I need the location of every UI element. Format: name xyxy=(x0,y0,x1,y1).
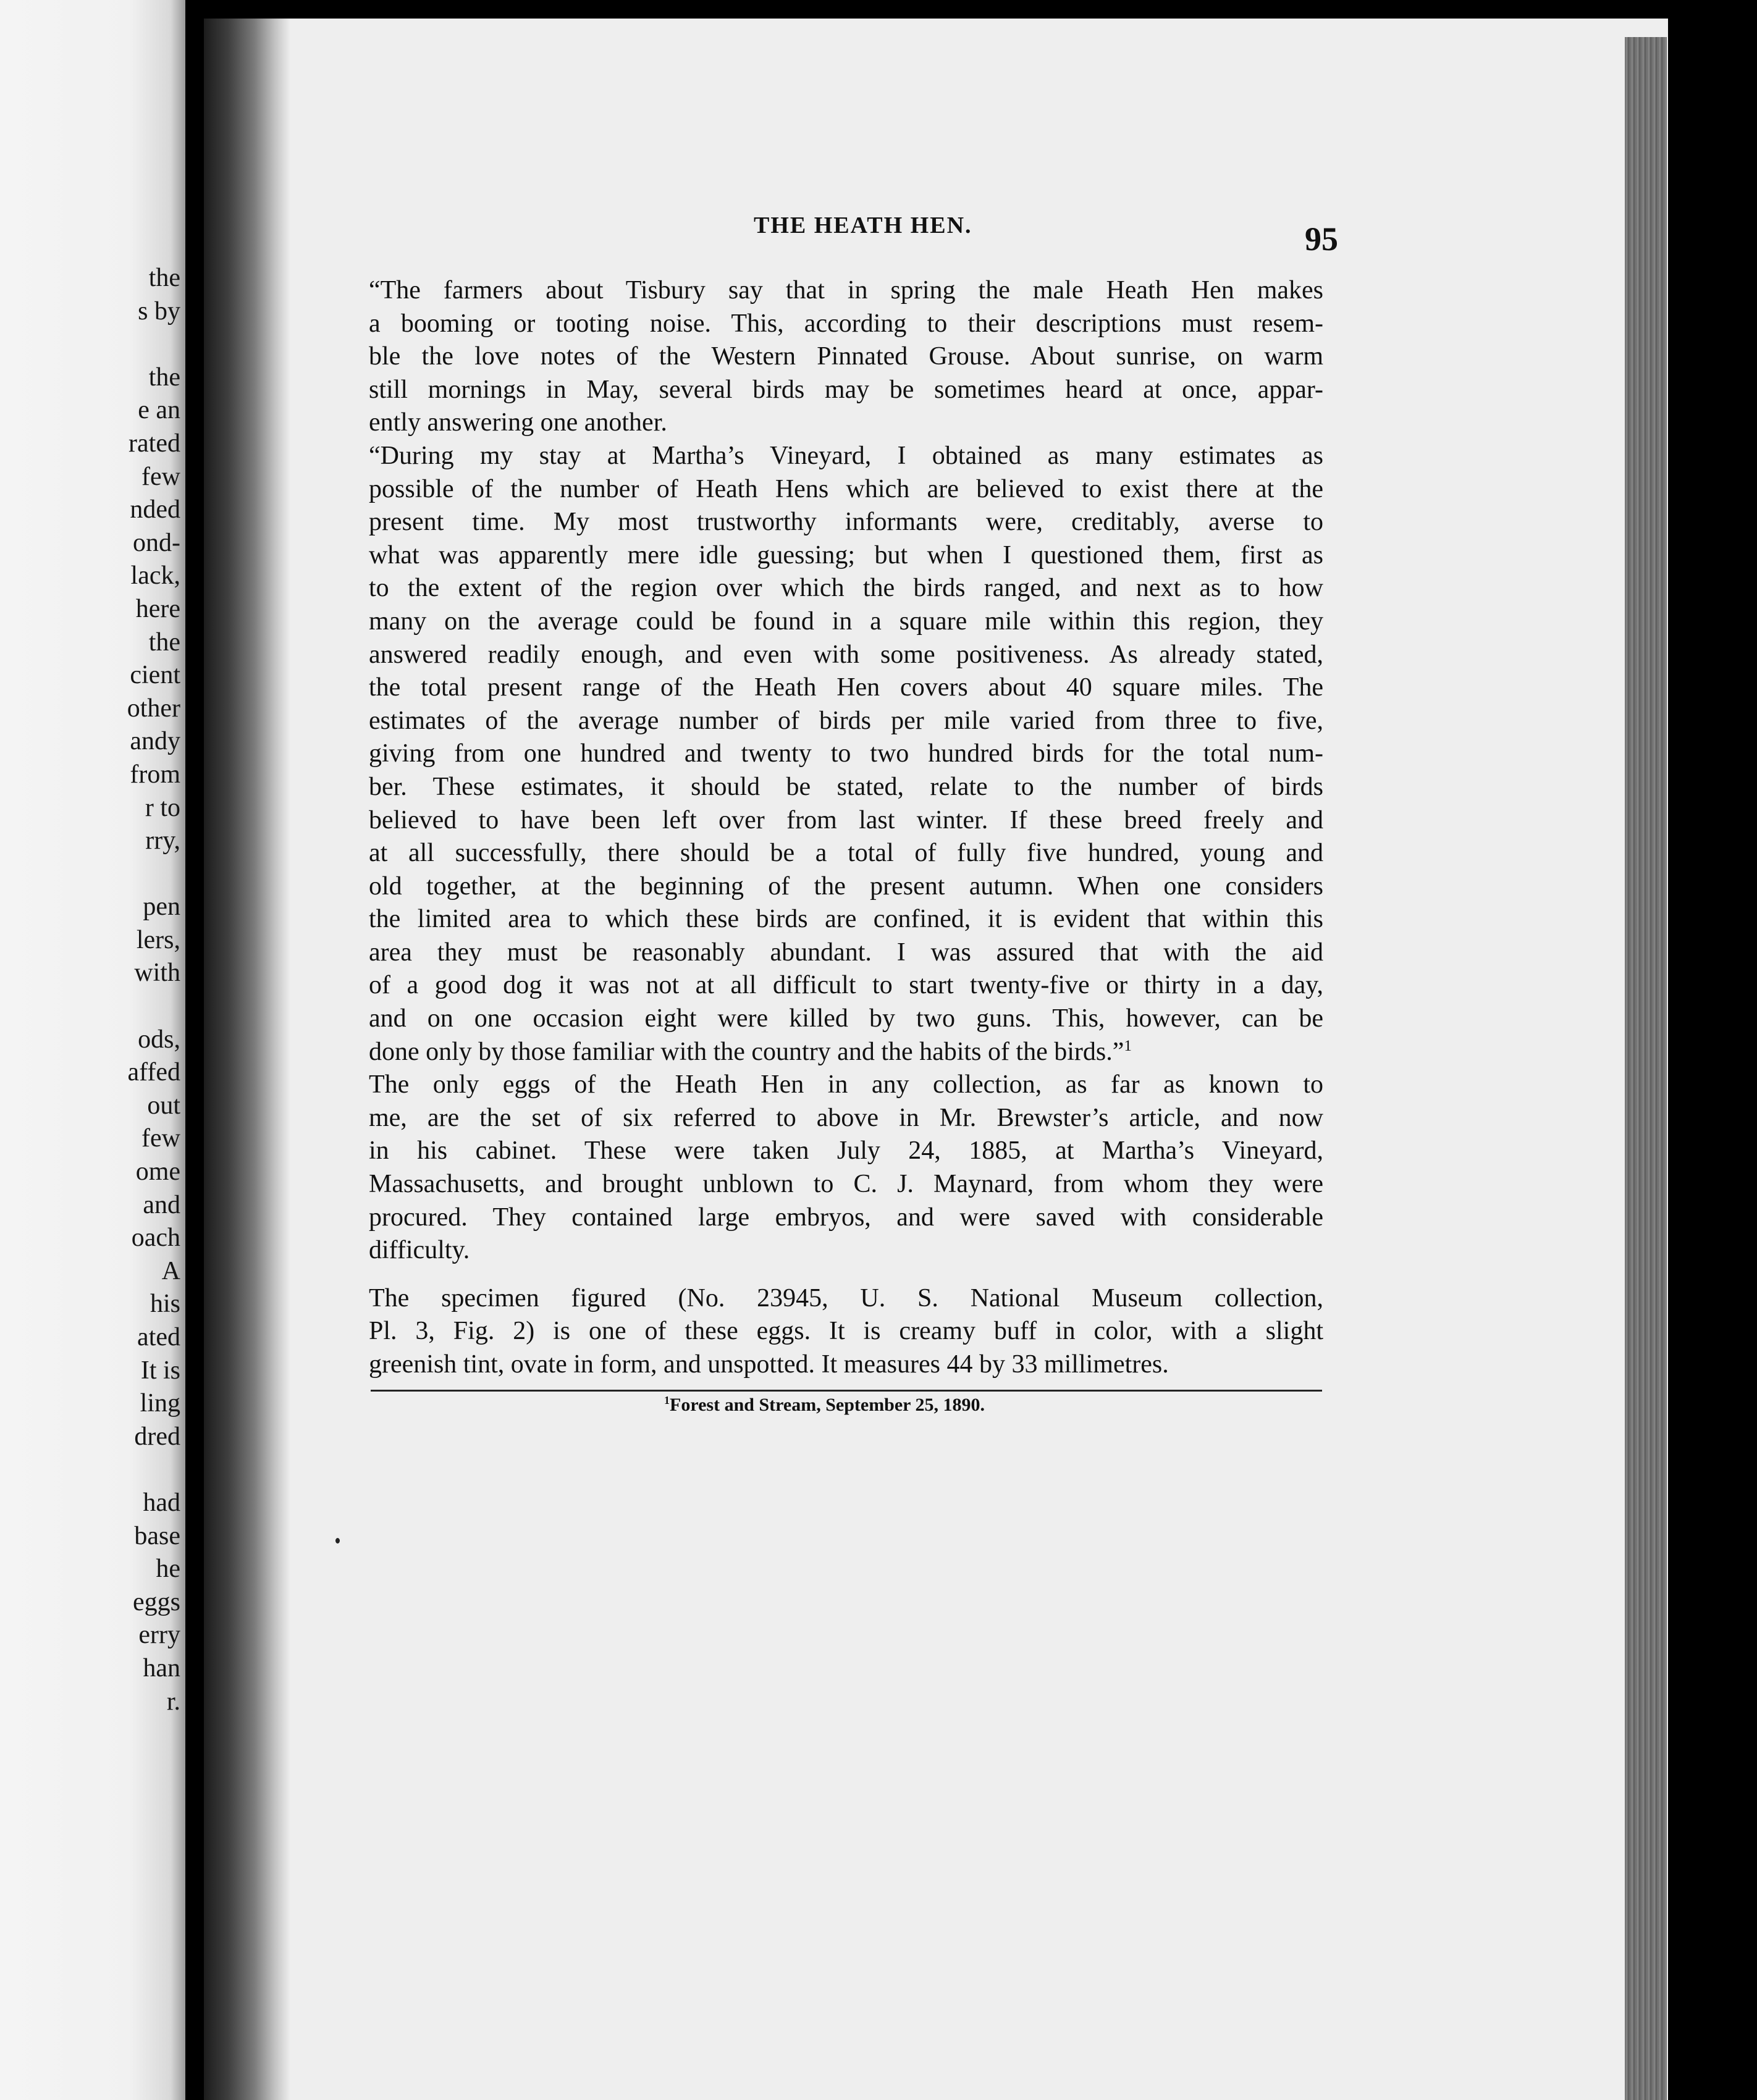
text-line xyxy=(369,1201,1323,1235)
previous-page-fragment: r. xyxy=(166,1687,180,1716)
text-line xyxy=(369,1282,1323,1316)
previous-page-fragment: s by xyxy=(138,296,180,326)
text-line-content: present time. My most trustworthy informants were, creditably, averse to xyxy=(369,508,1323,537)
previous-page-fragment: other xyxy=(127,694,180,723)
previous-page-fragment: base xyxy=(134,1521,180,1550)
text-line-content: of a good dog it was not at all difficult to start twenty-five or thirty in a day, xyxy=(369,971,1323,1000)
text-line-content: me, are the set of six referred to above in Mr. Brewster’s article, and now xyxy=(369,1103,1323,1132)
page-number: 95 xyxy=(1305,220,1338,258)
previous-page-fragment: the xyxy=(148,363,180,392)
previous-page-fragment: pen xyxy=(143,892,180,922)
paragraph xyxy=(369,1069,1323,1267)
text-line xyxy=(369,870,1323,904)
text-line xyxy=(369,406,1323,440)
previous-page-fragment: had xyxy=(143,1488,180,1517)
previous-page-fragment: ated xyxy=(137,1323,180,1351)
text-line xyxy=(369,771,1323,804)
text-line-content: a booming or tooting noise. This, according to their descriptions must resem- xyxy=(369,309,1323,338)
text-line xyxy=(369,936,1323,970)
text-line xyxy=(369,969,1323,1002)
previous-page-fragment: It is xyxy=(140,1356,180,1385)
text-line-content: area they must be reasonably abundant. I was assured that with the aid xyxy=(369,938,1323,967)
text-line xyxy=(369,539,1323,573)
text-line xyxy=(369,705,1323,738)
previous-page-fragment: with xyxy=(134,959,180,988)
text-line-content: ble the love notes of the Western Pinnated Grouse. About sunrise, on warm xyxy=(369,342,1323,371)
text-line-content: The only eggs of the Heath Hen in any collection, as far as known to xyxy=(369,1070,1323,1099)
previous-page-fragment: few xyxy=(141,1124,180,1153)
footnote-rule xyxy=(371,1390,1322,1392)
previous-page-fragment: the xyxy=(148,628,180,657)
footnote xyxy=(664,1395,985,1416)
previous-page-fragment: nded xyxy=(130,495,180,524)
paragraph xyxy=(369,274,1323,440)
text-line xyxy=(369,605,1323,639)
text-line-content: to the extent of the region over which the birds ranged, and next as to how xyxy=(369,574,1323,603)
text-line xyxy=(369,1036,1323,1069)
text-line xyxy=(369,1348,1323,1382)
text-line xyxy=(369,1102,1323,1135)
text-line xyxy=(369,440,1323,473)
text-line-content: Massachusetts, and brought unblown to C. J. Maynard, from whom they were xyxy=(369,1170,1323,1199)
paragraph xyxy=(369,440,1323,1069)
text-line-content: procured. They contained large embryos, and were saved with considerable xyxy=(369,1203,1323,1232)
text-line xyxy=(369,1069,1323,1102)
text-line-content: ber. These estimates, it should be stated, relate to the number of birds xyxy=(369,772,1323,801)
text-line xyxy=(369,1135,1323,1168)
text-line xyxy=(369,1315,1323,1348)
previous-page-fragment: andy xyxy=(130,727,180,756)
text-line-content: estimates of the average number of birds per mile varied from three to five, xyxy=(369,706,1323,735)
previous-page-fragment: lers, xyxy=(136,925,180,954)
previous-page-fragment: and xyxy=(143,1190,180,1219)
page-block-edge xyxy=(1625,37,1667,2100)
text-line xyxy=(369,837,1323,870)
previous-page-fragment: cient xyxy=(130,661,180,690)
previous-page-fragment: affed xyxy=(127,1058,180,1087)
text-line xyxy=(369,506,1323,539)
text-line xyxy=(369,1234,1323,1267)
previous-page-fragment: dred xyxy=(134,1422,180,1451)
previous-page-fragment xyxy=(20,1453,180,1487)
text-line-content: at all successfully, there should be a total of fully five hundred, young and xyxy=(369,839,1323,868)
previous-page-fragment xyxy=(20,328,180,361)
paragraph-gap xyxy=(369,1267,1323,1282)
text-line xyxy=(369,671,1323,705)
text-line-content: ently answering one another. xyxy=(369,408,667,437)
previous-page-fragment: oach xyxy=(131,1224,180,1253)
previous-page-fragment: e an xyxy=(138,396,180,425)
book-gutter xyxy=(185,0,204,2100)
previous-page-fragment: r to xyxy=(145,793,180,822)
text-line-content: old together, at the beginning of the present autumn. When one considers xyxy=(369,872,1323,901)
previous-page-fragment: han xyxy=(143,1653,180,1682)
text-line-content: and on one occasion eight were killed by two guns. This, however, can be xyxy=(369,1004,1323,1033)
text-line-content: done only by those familiar with the country and the habits of the birds.” xyxy=(369,1037,1124,1066)
text-line xyxy=(369,340,1323,374)
text-line-content: what was apparently mere idle guessing; but when I questioned them, first as xyxy=(369,540,1323,569)
previous-page-fragment: erry xyxy=(138,1621,180,1650)
previous-page-fragment: ling xyxy=(140,1389,180,1418)
text-line-content: in his cabinet. These were taken July 24, 1885, at Martha’s Vineyard, xyxy=(369,1136,1323,1166)
text-line xyxy=(369,639,1323,672)
previous-page-line-endings xyxy=(20,262,180,1718)
text-line xyxy=(369,274,1323,308)
text-line-content: the total present range of the Heath Hen covers about 40 square miles. The xyxy=(369,673,1323,702)
text-line-content: “The farmers about Tisbury say that in spring the male Heath Hen makes xyxy=(369,276,1323,304)
text-line-content: difficulty. xyxy=(369,1236,470,1265)
previous-page-fragment: he xyxy=(156,1555,180,1584)
text-line xyxy=(369,1168,1323,1201)
previous-page-fragment: the xyxy=(148,264,180,292)
text-line-content: many on the average could be found in a square mile within this region, they xyxy=(369,607,1323,636)
scan-speck xyxy=(335,1538,340,1544)
running-head: THE HEATH HEN. xyxy=(754,212,972,238)
previous-page-fragment: ods, xyxy=(138,1025,180,1054)
text-line-content: the limited area to which these birds are confined, it is evident that within this xyxy=(369,905,1323,934)
previous-page-fragment: his xyxy=(150,1290,180,1319)
text-line-content: possible of the number of Heath Hens which are believed to exist there at the xyxy=(369,474,1323,503)
binding-shadow xyxy=(204,19,290,2100)
text-line xyxy=(369,1002,1323,1036)
previous-page-fragment: eggs xyxy=(133,1587,180,1616)
previous-page-fragment xyxy=(20,990,180,1023)
previous-page-fragment: lack, xyxy=(130,561,180,590)
paragraph xyxy=(369,1282,1323,1382)
previous-page-fragment: from xyxy=(130,760,180,789)
text-line-content: The specimen figured (No. 23945, U. S. National Museum collection, xyxy=(369,1283,1323,1312)
text-line-content: believed to have been left over from last winter. If these breed freely and xyxy=(369,805,1323,834)
previous-page xyxy=(0,0,185,2100)
body-text xyxy=(369,274,1323,1382)
previous-page-fragment: out xyxy=(147,1091,180,1120)
text-line xyxy=(369,473,1323,506)
previous-page-fragment: few xyxy=(141,462,180,491)
previous-page-fragment: ond- xyxy=(133,528,180,557)
previous-page-fragment: rated xyxy=(129,429,180,458)
text-line xyxy=(369,737,1323,771)
text-line-content: “During my stay at Martha’s Vineyard, I obtained as many estimates as xyxy=(369,441,1323,470)
text-line-content: giving from one hundred and twenty to two hundred birds for the total num- xyxy=(369,739,1323,768)
previous-page-fragment: here xyxy=(135,594,180,623)
text-line-content: greenish tint, ovate in form, and unspotted. It measures 44 by 33 millimetres. xyxy=(369,1350,1169,1379)
previous-page-fragment: A xyxy=(161,1256,180,1285)
footnote-text: Forest and Stream, September 25, 1890. xyxy=(670,1395,985,1415)
text-line xyxy=(369,903,1323,936)
text-line xyxy=(369,804,1323,838)
previous-page-fragment: rry, xyxy=(145,826,180,855)
text-line xyxy=(369,374,1323,407)
footnote-marker: 1 xyxy=(664,1394,670,1406)
text-line xyxy=(369,572,1323,605)
text-line xyxy=(369,308,1323,341)
footnote-reference: 1 xyxy=(1124,1037,1132,1054)
text-line-content: Pl. 3, Fig. 2) is one of these eggs. It is creamy buff in color, with a slight xyxy=(369,1317,1323,1346)
text-line-content: answered readily enough, and even with some positiveness. As already stated, xyxy=(369,640,1323,669)
previous-page-fragment xyxy=(20,858,180,891)
previous-page-fragment: ome xyxy=(135,1157,180,1186)
text-line-content: still mornings in May, several birds may be sometimes heard at once, appar- xyxy=(369,375,1323,404)
